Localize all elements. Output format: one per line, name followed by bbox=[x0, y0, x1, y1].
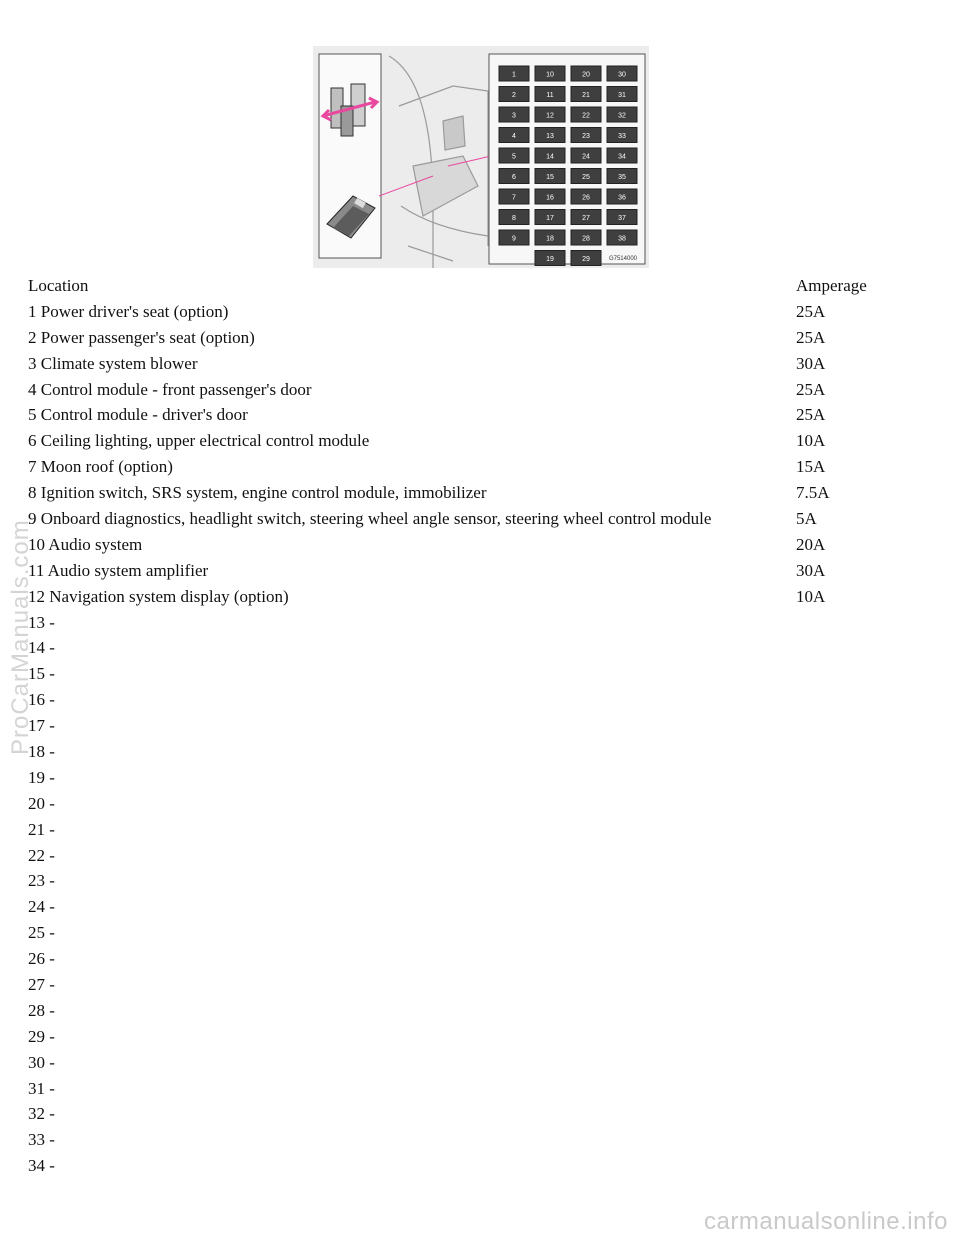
table-row bbox=[28, 299, 926, 325]
fuse-amperage-cell bbox=[796, 1102, 926, 1128]
table-header-row bbox=[28, 273, 926, 299]
fuse-location-cell: 3 Climate system blower bbox=[28, 353, 198, 373]
fuse-box-illustration bbox=[313, 46, 649, 268]
table-row bbox=[28, 894, 926, 920]
fuse-location-cell: 4 Control module - front passenger's door bbox=[28, 379, 312, 399]
fuse-amperage-cell bbox=[796, 1076, 926, 1102]
table-row bbox=[28, 351, 926, 377]
fuse-location-cell: 22 - bbox=[28, 845, 55, 865]
fuse-location-cell: 12 Navigation system display (option) bbox=[28, 586, 289, 606]
fuse-amperage-cell bbox=[796, 972, 926, 998]
fuse-slot-number: 11 bbox=[546, 92, 554, 99]
fuse-slot-number: 37 bbox=[618, 215, 626, 222]
fuse-location-cell: 29 - bbox=[28, 1026, 55, 1046]
fuse-amperage-cell bbox=[796, 817, 926, 843]
fuse-amperage-cell: 7.5A bbox=[796, 483, 830, 503]
fuse-slot-number: 33 bbox=[618, 133, 626, 140]
fuse-slot-number: 26 bbox=[582, 194, 590, 202]
table-row bbox=[28, 687, 926, 713]
fuse-amperage-cell bbox=[796, 791, 926, 817]
fuse-slot-number: 5 bbox=[512, 153, 516, 161]
table-row bbox=[28, 558, 926, 584]
fuse-amperage-cell: 5A bbox=[796, 508, 817, 528]
column-header-amperage: Amperage bbox=[796, 275, 867, 295]
fuse-slot-number: 32 bbox=[618, 112, 626, 120]
table-row bbox=[28, 972, 926, 998]
fuse-location-cell: 7 Moon roof (option) bbox=[28, 457, 173, 477]
fuse-amperage-cell bbox=[796, 1024, 926, 1050]
fuse-slot-number: 3 bbox=[512, 112, 516, 120]
fuse-slot-number: 25 bbox=[582, 174, 590, 181]
fuse-amperage-cell: 20A bbox=[796, 534, 826, 554]
table-row bbox=[28, 739, 926, 765]
figure-code: G7514000 bbox=[608, 256, 637, 262]
fuse-location-cell: 13 - bbox=[28, 612, 55, 632]
fuse-amperage-cell bbox=[796, 920, 926, 946]
fuse-location-cell: 5 Control module - driver's door bbox=[28, 405, 248, 425]
table-row bbox=[28, 946, 926, 972]
fuse-location-cell: 27 - bbox=[28, 974, 55, 994]
fuse-amperage-cell bbox=[796, 1153, 926, 1179]
fuse-amperage-cell bbox=[796, 843, 926, 869]
fuse-slot-number: 10 bbox=[546, 71, 554, 79]
fuse-amperage-cell: 25A bbox=[796, 301, 826, 321]
fuse-location-cell: 20 - bbox=[28, 793, 55, 813]
fuse-location-cell: 33 - bbox=[28, 1130, 55, 1150]
fuse-amperage-cell: 10A bbox=[796, 586, 826, 606]
table-row bbox=[28, 377, 926, 403]
fuse-slot-number: 22 bbox=[582, 112, 590, 120]
fuse-location-cell: 25 - bbox=[28, 923, 55, 943]
fuse-slot-number: 19 bbox=[546, 256, 554, 263]
table-row bbox=[28, 1153, 926, 1179]
fuse-slot-number: 12 bbox=[546, 112, 554, 120]
fuse-location-cell: 6 Ceiling lighting, upper electrical control module bbox=[28, 431, 370, 451]
fuse-amperage-cell bbox=[796, 998, 926, 1024]
table-row bbox=[28, 791, 926, 817]
fuse-location-cell: 18 - bbox=[28, 741, 55, 761]
dashboard-sketch bbox=[389, 56, 488, 268]
fuse-amperage-cell bbox=[796, 868, 926, 894]
fuse-location-cell: 21 - bbox=[28, 819, 55, 839]
fuse-slot-number: 17 bbox=[546, 215, 554, 222]
fuse-slot-number: 38 bbox=[618, 235, 626, 243]
fuse-slot-number: 24 bbox=[582, 153, 590, 161]
table-row bbox=[28, 843, 926, 869]
table-row bbox=[28, 713, 926, 739]
fuse-slot-number: 20 bbox=[582, 71, 590, 79]
fuse-slot-number: 8 bbox=[512, 215, 516, 222]
fuse-location-cell: 32 - bbox=[28, 1104, 55, 1124]
fuse-location-cell: 34 - bbox=[28, 1156, 55, 1176]
table-row bbox=[28, 480, 926, 506]
table-row bbox=[28, 532, 926, 558]
table-row bbox=[28, 765, 926, 791]
table-row bbox=[28, 868, 926, 894]
fuse-location-cell: 8 Ignition switch, SRS system, engine control module, immobilizer bbox=[28, 483, 487, 503]
fuse-slot-number: 35 bbox=[618, 174, 626, 181]
fuse-amperage-cell bbox=[796, 946, 926, 972]
fuse-amperage-cell bbox=[796, 661, 926, 687]
table-row bbox=[28, 402, 926, 428]
fuse-amperage-cell bbox=[796, 739, 926, 765]
table-row bbox=[28, 325, 926, 351]
fuse-slot-number: 16 bbox=[546, 194, 554, 202]
fuse-slot-number: 36 bbox=[618, 194, 626, 202]
fuse-slot-number: 4 bbox=[512, 133, 516, 140]
fuse-amperage-cell bbox=[796, 687, 926, 713]
fuse-amperage-cell: 15A bbox=[796, 457, 826, 477]
fuse-location-cell: 17 - bbox=[28, 716, 55, 736]
fuse-slot-number: 1 bbox=[512, 71, 516, 79]
fuse-location-cell: 24 - bbox=[28, 897, 55, 917]
fuse-amperage-cell: 25A bbox=[796, 327, 826, 347]
table-row bbox=[28, 998, 926, 1024]
fuse-amperage-cell: 25A bbox=[796, 379, 826, 399]
fuse-slot-number: 31 bbox=[618, 92, 626, 99]
fuse-amperage-cell bbox=[796, 1050, 926, 1076]
fuse-slot-number: 18 bbox=[546, 235, 554, 243]
table-row bbox=[28, 454, 926, 480]
fuse-amperage-cell bbox=[796, 765, 926, 791]
table-row bbox=[28, 817, 926, 843]
fuse-slot-number: 15 bbox=[546, 174, 554, 181]
table-row bbox=[28, 1024, 926, 1050]
fuse-location-cell: 9 Onboard diagnostics, headlight switch, steering wheel angle sensor, steering wheel control module bbox=[28, 508, 712, 528]
fuse-slot-number: 27 bbox=[582, 215, 590, 222]
fuse-amperage-cell bbox=[796, 1127, 926, 1153]
fuse-location-cell: 30 - bbox=[28, 1052, 55, 1072]
table-row bbox=[28, 1076, 926, 1102]
table-row bbox=[28, 1050, 926, 1076]
fuse-location-cell: 28 - bbox=[28, 1000, 55, 1020]
table-row bbox=[28, 610, 926, 636]
fuse-slot-number: 7 bbox=[512, 194, 516, 202]
fuse-slot-number: 2 bbox=[512, 92, 516, 99]
fuse-slot-number: 14 bbox=[546, 153, 554, 161]
fuse-slot-number: 28 bbox=[582, 235, 590, 243]
fuse-amperage-cell: 30A bbox=[796, 560, 826, 580]
fuse-location-cell: 1 Power driver's seat (option) bbox=[28, 301, 229, 321]
table-row bbox=[28, 920, 926, 946]
fuse-location-cell: 26 - bbox=[28, 949, 55, 969]
fuse-amperage-cell: 30A bbox=[796, 353, 826, 373]
fuse-location-cell: 15 - bbox=[28, 664, 55, 684]
table-row bbox=[28, 1127, 926, 1153]
fuse-slot-number: 9 bbox=[512, 235, 516, 243]
fuse-amperage-cell bbox=[796, 713, 926, 739]
table-row bbox=[28, 1102, 926, 1128]
fuse-location-cell: 23 - bbox=[28, 871, 55, 891]
fuse-amperage-cell bbox=[796, 610, 926, 636]
fuse-location-cell: 2 Power passenger's seat (option) bbox=[28, 327, 255, 347]
side-watermark: ProCarManuals.com bbox=[7, 519, 34, 755]
fuse-location-cell: 10 Audio system bbox=[28, 534, 143, 554]
fuse-slot-number: 6 bbox=[512, 174, 516, 181]
table-row bbox=[28, 635, 926, 661]
table-row bbox=[28, 506, 926, 532]
table-row bbox=[28, 584, 926, 610]
fuse-location-cell: 16 - bbox=[28, 690, 55, 710]
fuse-slot-number: 34 bbox=[618, 153, 626, 161]
fuse-amperage-cell: 25A bbox=[796, 405, 826, 425]
column-header-location: Location bbox=[28, 275, 89, 295]
fuse-slot-number: 23 bbox=[582, 133, 590, 140]
fuse-table bbox=[28, 273, 926, 1179]
fuse-slot-number: 13 bbox=[546, 133, 554, 140]
fuse-amperage-cell bbox=[796, 635, 926, 661]
fuse-location-cell: 11 Audio system amplifier bbox=[28, 560, 209, 580]
fuse-location-cell: 19 - bbox=[28, 767, 55, 787]
fuse-slot-number: 30 bbox=[618, 71, 626, 79]
table-row bbox=[28, 661, 926, 687]
fuse-amperage-cell: 10A bbox=[796, 431, 826, 451]
fuse-location-cell: 14 - bbox=[28, 638, 55, 658]
table-row bbox=[28, 428, 926, 454]
bottom-watermark: carmanualsonline.info bbox=[704, 1208, 948, 1235]
fuse-amperage-cell bbox=[796, 894, 926, 920]
fuse-slot-number: 29 bbox=[582, 256, 590, 263]
fuse-location-cell: 31 - bbox=[28, 1078, 55, 1098]
fuse-slot-number: 21 bbox=[582, 92, 590, 99]
